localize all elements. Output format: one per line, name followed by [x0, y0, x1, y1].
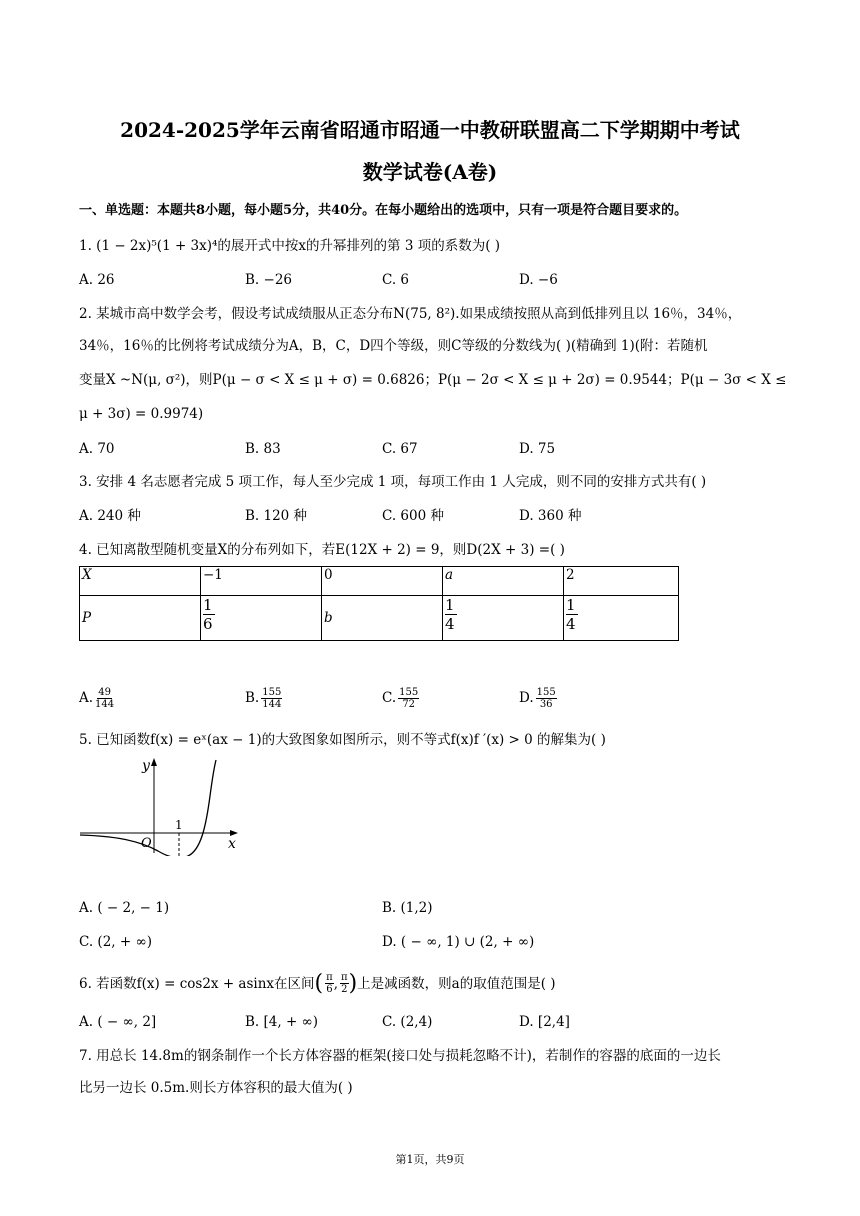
q6-option-b: B. [4, + ∞) [245, 1014, 319, 1030]
q4-option-a [79, 687, 114, 710]
q3-option-d: D. 360 种 [519, 508, 582, 524]
x-label: x [228, 836, 236, 852]
table-row [80, 596, 679, 641]
table-cell: −1 [201, 567, 322, 596]
fraction-numerator: 1 [566, 596, 576, 614]
option-label: A. [79, 690, 94, 706]
q1-option-b: B. −26 [245, 272, 292, 288]
fraction-numerator: 49 [98, 687, 111, 698]
table-cell: 2 [564, 567, 679, 596]
q6-option-d: D. [2,4] [519, 1014, 570, 1030]
table-cell: P [80, 596, 201, 641]
question-1-stem: 1. (1 − 2x)⁵(1 + 3x)⁴的展开式中按x的升幂排列的第 3 项的系数为( ) [79, 238, 501, 254]
table-cell: 0 [322, 567, 443, 596]
table-row [80, 567, 679, 596]
comma: , [333, 975, 338, 992]
exam-title-line2: 数学试卷(A卷) [362, 160, 498, 184]
option-label: C. [382, 690, 397, 706]
fraction-denominator: 4 [566, 615, 576, 633]
q1-option-a: A. 26 [79, 272, 115, 288]
fraction-denominator: 6 [326, 984, 333, 995]
fraction-numerator: π [326, 972, 333, 983]
question-2-line2: 34％，16％的比例将考试成绩分为A，B，C，D四个等级，则C等级的分数线为( )(精确到 1)(附：若随机 [79, 338, 708, 354]
fraction-denominator: 4 [445, 615, 455, 633]
q5-option-a: A. ( − 2, − 1) [79, 900, 170, 916]
fraction [203, 596, 215, 633]
fraction-denominator: 2 [341, 984, 348, 995]
q6-stem-pre: 6. 若函数f(x) = cos2x + asinx在区间 [79, 975, 315, 992]
option-label: D. [519, 690, 534, 706]
q2-option-b: B. 83 [245, 441, 281, 457]
fraction [566, 596, 578, 633]
paren-open: ( [314, 970, 324, 996]
fraction-numerator: 1 [203, 596, 213, 614]
fraction [398, 687, 419, 710]
q3-option-a: A. 240 种 [79, 508, 141, 524]
q3-option-c: C. 600 种 [382, 508, 444, 524]
q6-option-c: C. (2,4) [382, 1014, 433, 1030]
q5-option-b: B. (1,2) [382, 900, 433, 916]
fraction-numerator: 155 [262, 687, 282, 698]
q4-option-c [382, 687, 419, 710]
table-cell [201, 596, 322, 641]
q5-option-c: C. (2, + ∞) [79, 934, 152, 950]
question-2-line4: μ + 3σ) = 0.9974) [79, 406, 204, 422]
q2-option-c: C. 67 [382, 441, 418, 457]
table-cell: b [322, 596, 443, 641]
fraction [445, 596, 457, 633]
table-cell: a [443, 567, 564, 596]
tick-label-one: 1 [175, 818, 183, 832]
fraction-denominator: 36 [539, 699, 553, 710]
q5-option-d: D. ( − ∞, 1) ∪ (2, + ∞) [382, 934, 535, 950]
fraction [325, 972, 334, 995]
q4-option-b [245, 687, 282, 710]
q2-option-a: A. 70 [79, 441, 115, 457]
table-cell [564, 596, 679, 641]
fraction-numerator: 1 [445, 596, 455, 614]
q1-option-c: C. 6 [382, 272, 410, 288]
question-4-stem: 4. 已知离散型随机变量X的分布列如下，若E(12X + 2) = 9，则D(2X + 3) =( ) [79, 542, 565, 558]
question-3-stem: 3. 安排 4 名志愿者完成 5 项工作，每人至少完成 1 项，每项工作由 1 人完成，则不同的安排方式共有( ) [79, 474, 707, 490]
fraction [261, 687, 282, 710]
question-7-line2: 比另一边长 0.5m.则长方体容积的最大值为( ) [79, 1080, 353, 1096]
page-footer: 第1页，共9页 [395, 1153, 465, 1166]
origin-label: O [141, 836, 152, 851]
question-5-stem: 5. 已知函数f(x) = eˣ(ax − 1)的大致图象如图所示，则不等式f(x)f ′(x) > 0 的解集为( ) [79, 732, 606, 748]
paren-close: ) [348, 970, 358, 996]
question-2-line3: 变量X ~N(μ, σ²)，则P(μ − σ < X ≤ μ + σ) = 0.6826；P(μ − 2σ < X ≤ μ + 2σ) = 0.9544；P(μ − 3σ < X ≤ [79, 372, 787, 388]
distribution-table [79, 566, 679, 641]
fraction-denominator: 144 [262, 699, 282, 710]
q2-option-d: D. 75 [519, 441, 556, 457]
q6-option-a: A. ( − ∞, 2] [79, 1014, 157, 1030]
table-cell: X [80, 567, 201, 596]
table-cell [443, 596, 564, 641]
q1-option-d: D. −6 [519, 272, 558, 288]
section-heading: 一、单选题：本题共8小题，每小题5分，共40分。在每小题给出的选项中，只有一项是符合题目要求的。 [79, 203, 688, 218]
fraction-denominator: 72 [402, 699, 416, 710]
y-axis-arrow [151, 758, 157, 766]
question-7-line1: 7. 用总长 14.8m的钢条制作一个长方体容器的框架(接口处与损耗忽略不计)，若制作的容器的底面的一边长 [79, 1048, 721, 1064]
fraction-denominator: 144 [95, 699, 115, 710]
q6-stem-post: 上是减函数，则a的取值范围是( ) [357, 975, 556, 992]
fraction [340, 972, 349, 995]
fraction [536, 687, 557, 710]
fraction-numerator: π [341, 972, 348, 983]
y-label: y [142, 758, 150, 774]
function-graph-figure [78, 756, 248, 856]
fraction [95, 687, 114, 710]
question-6-stem [79, 972, 556, 995]
fraction-numerator: 155 [399, 687, 419, 698]
question-2-line1: 2. 某城市高中数学会考，假设考试成绩服从正态分布N(75, 8²).如果成绩按照从高到低排列且以 16％，34％， [79, 306, 742, 322]
fraction-denominator: 6 [203, 615, 213, 633]
fraction-numerator: 155 [536, 687, 556, 698]
q3-option-b: B. 120 种 [245, 508, 308, 524]
q4-option-d [519, 687, 557, 710]
option-label: B. [245, 690, 260, 706]
exam-title-line1: 2024-2025学年云南省昭通市昭通一中教研联盟高二下学期期中考试 [120, 118, 740, 142]
